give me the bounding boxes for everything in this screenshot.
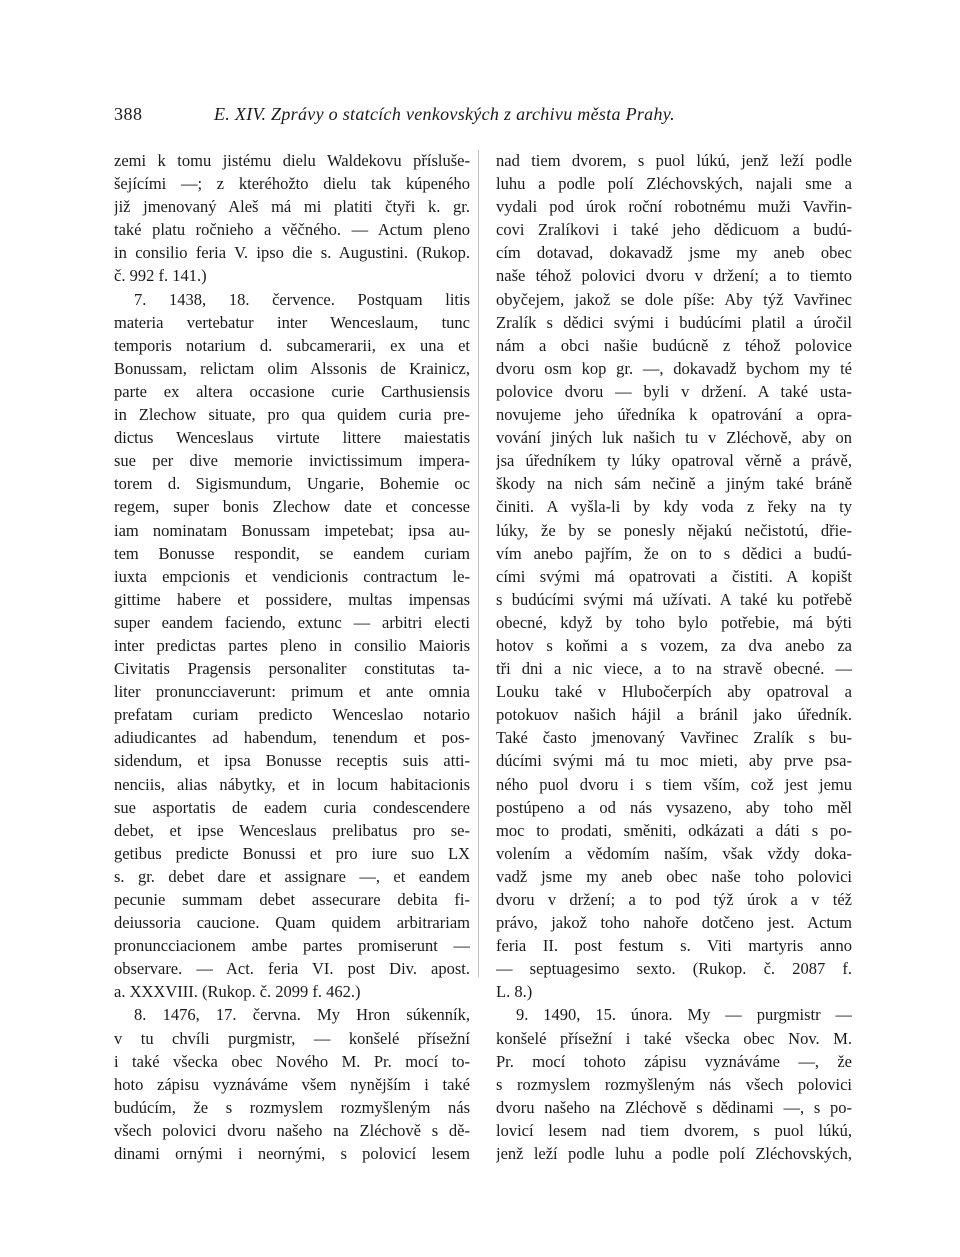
text-line: č. 992 f. 141.) [114,266,207,286]
text-line: šejícími —; z kteréhožto dielu tak kúpeného [114,174,470,194]
text-line: gittime habere et possidere, multas impensas [114,589,470,609]
text-line: volením a vědomím naším, však vždy doka- [496,843,852,863]
text-line: vadž jsme my aneb obec naše toho polovici [496,866,852,886]
text-line: pronuncciacionem ambe partes promiserunt — [114,936,470,956]
text-line: nad tiem dvorem, s puol lúkú, jenž leží podle [496,151,852,170]
text-line: Zralík s dědici svými i budúcími platil a úročil [496,312,852,332]
text-line: a. XXXVIII. (Rukop. č. 2099 f. 462.) [114,982,361,1002]
text-line: s. gr. debet dare et assignare —, et eandem [114,866,470,886]
text-line: jenž leží podle luhu a podle polí Zléchovských, [496,1144,852,1164]
text-line: škody na nich sám nečině a jiným také bráně [496,474,852,494]
text-line: Bonussam, relictam olim Alssonis de Krainicz, [114,358,470,378]
text-line: zemi k tomu jistému dielu Waldekovu přísluše- [114,151,470,170]
text-line: dinami ornými i neornými, s polovicí lesem [114,1144,470,1164]
text-line: ného puol dvoru i s tiem vším, což jest jemu [496,774,852,794]
text-line: vydali pod úrok roční robotnému muži Vavřin- [496,197,852,217]
text-line: L. 8.) [496,982,533,1002]
text-line: tem Bonusse respondit, se eandem curiam [114,543,470,563]
text-line: inter predictas partes pleno in consilio Maioris [114,635,470,655]
text-line: sidendum, et ipsa Bonusse receptis suis atti- [114,751,470,771]
text-line: 7. 1438, 18. července. Postquam litis [134,289,470,309]
text-line: dvoru osm kop gr. —, dokavadž bychom my té [496,358,852,378]
text-line: Pr. mocí tohoto zápisu vyznáváme —, že [496,1051,852,1071]
text-line: také platu ročnieho a věčného. — Actum pleno [114,220,470,240]
text-line: dúcími svými má tu moc mieti, aby prve psa- [496,751,852,771]
text-line: novujeme jeho úředníka k opatrování a opra- [496,405,852,425]
text-line: Louku také v Hlubočerpích aby opatroval a [496,682,852,702]
text-line: polovice dvoru — byli v držení. A také usta- [496,381,852,401]
text-line: nenciis, alias nábytky, et in locum habitacionis [114,774,470,794]
text-line: covi Zralíkovi i také jeho dědicuom a budú- [496,220,852,240]
text-line: s budúcími svými má užívati. A také ku potřebě [496,589,852,609]
text-line: iam nominatam Bonussam impetebat; ipsa au- [114,520,470,540]
text-line: právo, jakož toho nahoře dotčeno jest. Actum [496,913,852,933]
text-line: jsa úředníkem ty lúky opatroval věrně a právě, [496,451,852,471]
text-line: getibus predicte Bonussi et pro iure suo LX [114,843,470,863]
text-line: s rozmyslem rozmyšleným nás všech polovici [496,1074,852,1094]
text-line: Civitatis Pragensis personaliter constitutas ta- [114,659,470,679]
text-line: sue asportatis de eadem curia condescendere [114,797,470,817]
text-line: tři dni a nic viece, a to na stravě obecné. — [496,659,852,679]
text-line: pecunie summam debet assecurare debita fi- [114,890,470,909]
text-line: nám a obci našie budúcně z téhož polovice [496,335,852,355]
text-line: in Zlechow situate, pro qua quidem curia pre- [114,405,470,425]
text-line: vím anebo pajřím, že on to s dědici a budú- [496,543,852,563]
text-line: postúpeno a od nás vysazeno, aby toho měl [496,797,852,817]
text-line: adiudicantes ad habendum, tenendum et pos- [114,728,470,748]
running-title: E. XIV. Zprávy o statcích venkovských z archivu města Prahy. [214,104,675,124]
text-line: v tu chvíli purgmistr, — konšelé přísežní [114,1028,470,1048]
text-line: 9. 1490, 15. února. My — purgmistr — [516,1005,852,1025]
text-line: lúky, že by se ponesly nějakú nečistotú, dřie- [496,520,852,540]
right-column [496,149,852,1165]
text-line: observare. — Act. feria VI. post Div. apost. [114,959,470,979]
text-line: hotov s koňmi a s vozem, za dva anebo za [496,635,852,655]
text-line: regem, super bonis Zlechow date et concesse [114,497,470,517]
text-line: — septuagesimo sexto. (Rukop. č. 2087 f. [496,959,852,979]
text-line: debet, et ipse Wenceslaus prelibatus pro se- [114,820,470,840]
text-line: materia vertebatur inter Wenceslaum, tunc [114,312,470,332]
text-line: iuxta empcionis et vendicionis contractum le- [114,566,470,586]
text-line: deiussoria caucione. Quam quidem arbitrariam [114,913,470,933]
text-line: super eandem faciendo, extunc — arbitri electi [114,612,470,632]
left-column [114,149,470,1165]
column-divider [478,150,479,977]
text-line: již jmenovaný Aleš má mi platiti čtyři k. gr. [114,197,470,217]
text-line: obyčejem, jakož se dole píše: Aby týž Vavřinec [496,289,852,309]
text-line: luhu a podle polí Zléchovských, najali sme a [496,174,852,194]
text-line: dvoru v držení; a to pod týž úrok a v též [496,890,852,909]
text-line: budúcím, že s rozmyslem rozmyšleným nás [114,1097,470,1117]
page-number: 388 [114,104,143,124]
text-line: liter pronuncciaverunt: primum et ante omnia [114,682,470,702]
text-line: lovicí lesem nad tiem dvorem, s puol lúkú, [496,1120,852,1140]
text-line: dvoru našeho na Zléchově s dědinami —, s po- [496,1097,852,1117]
text-line: všech polovici dvoru našeho na Zléchově s dě- [114,1120,470,1140]
text-line: sue per dive memorie invictissimum impera- [114,451,470,471]
text-line: potokuov našich hájil a bránil jako úředník. [496,705,852,725]
text-line: hoto zápisu vyznáváme všem nynějším i také [114,1074,470,1094]
text-line: Také často jmenovaný Vavřinec Zralík s bu- [496,728,852,748]
text-line: temporis notarium d. subcamerarii, ex una et [114,335,470,355]
text-line: naše téhož polovici dvoru v držení; a to tiemto [496,266,852,286]
text-line: dictus Wenceslaus virtute littere maiestatis [114,428,470,448]
text-line: moc to prodati, směniti, odkázati a dáti s po- [496,820,852,840]
text-line: torem d. Sigismundum, Ungarie, Bohemie oc [114,474,470,494]
text-line: cím dotavad, dokavadž jsme my aneb obec [496,243,852,263]
text-line: prefatam curiam predicto Wenceslao notario [114,705,470,725]
text-line: i také všecka obec Nového M. Pr. mocí to- [114,1051,470,1071]
text-line: konšelé přísežní i také všecka obec Nov. M. [496,1028,852,1048]
text-line: parte ex altera occasione curie Carthusiensis [114,381,470,401]
text-line: vování jiných luk našich tu v Zléchově, aby on [496,428,852,448]
text-line: činiti. A vyšla-li by kdy voda z řeky na ty [496,497,852,517]
text-line: in consilio feria V. ipso die s. Augustini. (Rukop. [114,243,470,263]
text-line: cími svými má opatrovati a čistiti. A kopišt [496,566,852,586]
text-line: 8. 1476, 17. června. My Hron súkenník, [134,1005,470,1025]
text-line: obecné, když by toho bylo potřebie, má býti [496,612,852,632]
text-line: feria II. post festum s. Viti martyris anno [496,936,852,956]
page-header [114,104,874,128]
